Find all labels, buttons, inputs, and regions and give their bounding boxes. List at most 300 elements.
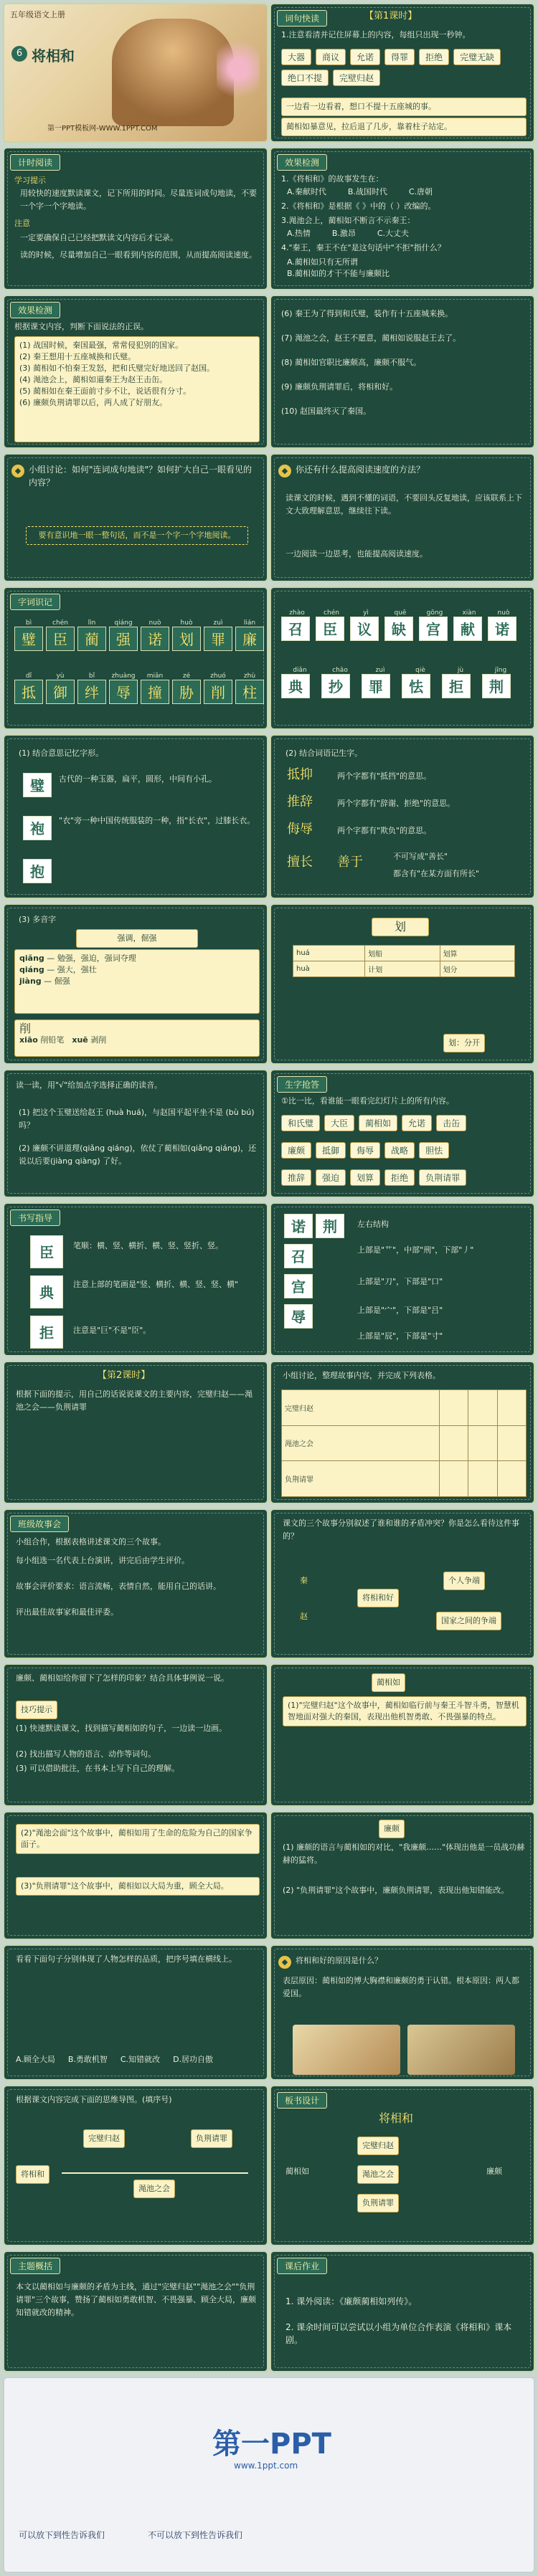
option[interactable]: D.居功自傲 <box>173 2055 214 2064</box>
writing-tip: 笔顺：横、竖、横折、横、竖、竖折、竖。 <box>73 1241 223 1250</box>
slide-linxiangru[interactable] <box>270 1663 535 1807</box>
word: 善于 <box>337 855 363 870</box>
slide-frame <box>7 591 264 726</box>
header-box: 强调，倔强 <box>76 929 198 948</box>
section-tag: 字词识记 <box>10 594 60 610</box>
character: 臣 <box>316 617 344 641</box>
option[interactable]: C.知错就改 <box>120 2055 161 2064</box>
statement: (1) 战国时候，秦国最强，常常侵犯别的国家。 <box>19 341 184 350</box>
instruction: 小组讨论，整理故事内容，并完成下列表格。 <box>283 1371 440 1380</box>
statement: (4) 渑池会上，蔺相如逼秦王为赵王击缶。 <box>19 375 168 384</box>
polyphone-note: 划：分开 <box>443 1034 485 1052</box>
polyphone-table <box>293 945 515 977</box>
statement-list <box>14 336 260 442</box>
char-row-2 <box>14 672 264 704</box>
section-tag: 班级故事会 <box>10 1516 69 1532</box>
word-pills <box>281 49 529 86</box>
instruction: 根据下面的提示，用自己的话说说课文的主要内容，完璧归赵——渑池之会——负荆请罪 <box>16 1389 253 1412</box>
pinyin: gōng <box>426 609 443 617</box>
board-row: 渑池之会 <box>357 2165 399 2184</box>
character: 献 <box>453 617 482 641</box>
tip-tag: 技巧提示 <box>16 1701 57 1719</box>
slide-homework[interactable] <box>270 2251 535 2372</box>
word-pill: 允诺 <box>350 49 380 65</box>
slide-writing-guide-2[interactable] <box>270 1202 535 1356</box>
slide-discussion-1[interactable] <box>3 453 268 582</box>
char-cell <box>350 609 382 641</box>
word-pill: 得罪 <box>384 49 415 65</box>
word-row <box>281 1169 529 1186</box>
character: 抄 <box>321 674 350 698</box>
slide-polyphone-1[interactable] <box>3 903 268 1065</box>
section-tag: 板书设计 <box>277 2092 327 2109</box>
char-cell <box>235 672 264 704</box>
char-cell <box>316 609 347 641</box>
analysis: (2) "负荆请罪"这个故事中，廉颇负荆请罪，表现出他知错能改。 <box>283 1886 509 1895</box>
reading: jiàng — 倔强 <box>19 976 70 986</box>
glyph: 拒 <box>30 1316 63 1349</box>
polyphone-box <box>14 1020 260 1057</box>
char-cell <box>235 619 264 651</box>
character: 廉 <box>235 627 264 651</box>
sentence-box: 一边看一边看着，想口不提十五座城的事。 <box>281 98 527 116</box>
board-row: 负荆请罪 <box>357 2194 399 2213</box>
glyph: 召 <box>284 1244 313 1268</box>
char-cell <box>109 672 138 704</box>
word-pill: 允诺 <box>402 1115 432 1131</box>
statement: (5) 蔺相如在秦王面前寸步不让，说话很有分寸。 <box>19 386 192 396</box>
char-cell <box>281 609 313 641</box>
reading: huà <box>293 961 365 977</box>
slide-quality-match[interactable] <box>3 1944 268 2081</box>
branch-node: 负荆请罪 <box>191 2129 232 2148</box>
character: 臣 <box>46 627 75 651</box>
footer-brand[interactable] <box>3 2377 535 2573</box>
slide-writing-guide-1[interactable] <box>3 1202 268 1356</box>
word-pill: 完壁归赵 <box>333 70 380 86</box>
slide-lesson2-intro[interactable] <box>3 1361 268 1504</box>
char-cell <box>77 672 106 704</box>
character-tag: 蔺相如 <box>372 1673 405 1692</box>
character: 诺 <box>488 617 516 641</box>
rule-item: 评出最佳故事家和最佳评委。 <box>16 1607 118 1617</box>
pinyin: zé <box>182 672 191 680</box>
slide-frame <box>274 299 531 445</box>
character: 划 <box>172 627 201 651</box>
brand-url[interactable]: www.1ppt.com <box>234 2461 298 2471</box>
character: 诺 <box>141 627 169 651</box>
statement: (9) 廉颇负荆请罪后，将相和好。 <box>281 382 398 391</box>
pinyin: zhuàng <box>111 672 136 680</box>
character: 罪 <box>362 674 390 698</box>
cover-title: 将相和 <box>32 47 75 65</box>
pinyin: bǐ <box>88 672 95 680</box>
character: 削 <box>204 680 232 704</box>
note-item: 一定要确保自己已经把默读文内容后才记录。 <box>20 233 178 242</box>
sentence-box: 蔺相如暴意见，拉后退了几步，靠着柱子站定。 <box>281 118 527 136</box>
glyph-meaning: 古代的一种玉器，扁平，圆形，中间有小孔。 <box>59 774 217 784</box>
reading: xiāo 削铅笔 xuē 剥削 <box>19 1035 107 1045</box>
char-cell <box>14 672 43 704</box>
glyph: 诺 <box>284 1214 313 1238</box>
pinyin: yì <box>363 609 369 617</box>
hint-text: 用较快的速度默读课文，记下所用的时间。尽量连词成句地读，不要一个字一个字地读。 <box>20 189 257 211</box>
footer-note: 可以放下到性告诉我们 <box>19 2530 105 2540</box>
word-pill: 胆怯 <box>419 1142 449 1159</box>
story-illustration <box>407 2025 515 2075</box>
writing-tip: 注意是"巨"不是"臣"。 <box>73 1326 151 1335</box>
word-pill: 拒绝 <box>419 49 449 65</box>
pinyin: diǎn <box>293 667 307 674</box>
section-tag: 计时阅读 <box>10 154 60 171</box>
glyph: 璧 <box>23 773 52 797</box>
option[interactable]: B.战国时代 <box>347 187 387 196</box>
statement: (6) 廉颇负荆请罪以后，两人成了好朋友。 <box>19 398 168 407</box>
board-side: 蔺相如 <box>285 2167 309 2176</box>
character: 绊 <box>77 680 106 704</box>
question: 1.《将相和》的故事发生在： <box>281 174 384 184</box>
intro-text: 根据课文内容，判断下面说法的正误。 <box>14 322 148 331</box>
lesson-label: 【第2课时】 <box>98 1370 151 1381</box>
slide-check-2[interactable] <box>3 295 268 449</box>
word-pill: 负荆请罪 <box>419 1169 466 1186</box>
char-cell <box>204 619 232 651</box>
glyph: 臣 <box>30 1235 63 1268</box>
statement: (6) 秦王为了得到和氏璧，装作有十五座城来换。 <box>281 309 453 318</box>
pinyin: qiáng <box>114 619 133 627</box>
analysis: (1) 廉颇的语言与蔺相如的对比，"我廉颇……"体现出他是一员战功赫赫的猛将。 <box>283 1843 525 1865</box>
char-cell <box>141 619 169 651</box>
pinyin: zuì <box>375 667 385 674</box>
question: 3.渑池会上，蔺相如不断言不示秦王： <box>281 216 415 225</box>
sub-question: (2) 结合词语记生字。 <box>285 748 363 758</box>
tip-item: (3) 可以借助批注，在书本上写下自己的理解。 <box>16 1764 180 1773</box>
glyph: 抱 <box>23 859 52 883</box>
question: 根据课文内容完成下面的思维导图。(填序号) <box>16 2095 172 2104</box>
char-cell <box>281 667 318 698</box>
char-cell <box>46 619 75 651</box>
option[interactable]: B.蔺相如的才干不能与廉颇比 <box>287 269 390 278</box>
writing-tip: 左右结构 <box>357 1220 389 1229</box>
statement: (7) 渑池之会，赵王不愿意，蔺相如说服赵王去了。 <box>281 333 461 343</box>
lesson-number: 6 <box>11 46 27 62</box>
footer-note: 不可以放下到性告诉我们 <box>148 2530 243 2540</box>
slide-discussion-2[interactable] <box>270 453 535 582</box>
option[interactable]: A.蔺相如只有无所谓 <box>287 257 358 267</box>
char-row-2 <box>281 667 519 698</box>
pinyin: jīng <box>494 667 507 674</box>
char-cell <box>77 619 106 651</box>
slide-characters-2[interactable] <box>270 586 535 730</box>
cover-figure <box>112 19 234 126</box>
slide-linxiangru-2[interactable] <box>3 1811 268 1940</box>
word: 推辞 <box>287 794 313 809</box>
blossom-decoration <box>217 26 260 112</box>
lesson-label: 【第1课时】 <box>364 11 417 22</box>
board-side: 廉颇 <box>486 2167 502 2176</box>
pinyin: bì <box>25 619 32 627</box>
node: 赵 <box>300 1612 308 1621</box>
character: 御 <box>46 680 75 704</box>
slide-impression[interactable] <box>3 1663 268 1807</box>
word-pill: 强迫 <box>316 1169 346 1186</box>
example: 划算 <box>440 946 514 961</box>
note-item: 读的时候，尽量增加自己一眼看到内容的范围，从而提高阅读速度。 <box>20 250 257 260</box>
pinyin: chén <box>324 609 339 617</box>
analysis: (3)"负荆请罪"这个故事中，蔺相如以大局为重，顾全大局。 <box>16 1877 260 1896</box>
intro-text: 1.注意看清并记住屏幕上的内容，每组只出现一秒钟。 <box>281 30 471 39</box>
char-row-1 <box>281 609 519 641</box>
slide-frame <box>7 1365 264 1500</box>
answer-paragraph: 读课文的时候，遇到不懂的词语，不要回头反复地读，应该联系上下文大致理解意思，继续往下读。 <box>285 493 522 515</box>
section-tag: 效果检测 <box>277 154 327 171</box>
char-cell <box>442 667 479 698</box>
pinyin: zuì <box>213 619 223 627</box>
instruction: ①比一比，看谁能一眼看完幻灯片上的所有内容。 <box>281 1096 454 1106</box>
slide-frame <box>7 151 264 286</box>
char-cell <box>488 609 519 641</box>
slide-theme[interactable] <box>3 2251 268 2372</box>
glyph: 辱 <box>284 1304 313 1329</box>
character: 璧 <box>14 627 43 651</box>
char-cell <box>453 609 485 641</box>
reading: qiǎng — 勉强，强迫，强词夺理 <box>19 954 136 963</box>
conflict-label: 个人争端 <box>443 1572 485 1590</box>
question: 课文的三个故事分别叙述了谁和谁的矛盾冲突？你是怎么看待这件事的？ <box>283 1518 519 1541</box>
discussion-question: 你还有什么提高阅读速度的方法？ <box>296 465 425 475</box>
polyphone-head: 划 <box>372 918 429 936</box>
question: 2.《将相和》是根据《 》中的（ ）改编的。 <box>281 201 436 211</box>
discuss-icon: ◆ <box>278 465 291 477</box>
char: 削 <box>19 1022 32 1035</box>
options <box>287 186 433 199</box>
discuss-icon: ◆ <box>11 465 24 477</box>
slide-board-design[interactable] <box>270 2085 535 2246</box>
character: 胁 <box>172 680 201 704</box>
section-tag: 效果检测 <box>10 302 60 318</box>
statement: (3) 蔺相如不怕秦王发怒，把和氏璧完好地送回了赵国。 <box>19 363 215 373</box>
sub-question: (3) 多音字 <box>19 915 57 924</box>
options <box>287 227 409 240</box>
board-title: 将相和 <box>379 2111 414 2125</box>
sub-question: (1) 结合意思记忆字形。 <box>19 748 104 758</box>
slide-conflict[interactable] <box>270 1508 535 1659</box>
exercise-line: (2) 廉颇不讲道理(qiǎng qiáng)，依仗了蔺相如(qiǎng qiáng)，还说以后要(jiàng qiàng) 了好。 <box>19 1144 257 1166</box>
summary: 本文以蔺相如与廉颇的矛盾为主线，通过"完璧归赵""渑池之会""负荆请罪"三个故事，赞扬了蔺相如勇敢机智、不畏强暴、顾全大局，廉颇知错就改的精神。 <box>16 2282 257 2317</box>
character: 荆 <box>482 674 511 698</box>
question: 4."秦王，秦王不在"是这句话中"不拒"指什么？ <box>281 243 445 252</box>
char-cell <box>321 667 359 698</box>
character: 宫 <box>419 617 448 641</box>
pinyin: jù <box>457 667 464 674</box>
example: 划船 <box>365 946 440 961</box>
option[interactable]: B.勇敢机智 <box>67 2055 108 2064</box>
slide-quick-answer[interactable] <box>270 1069 535 1198</box>
branch-node: 渑池之会 <box>133 2180 175 2198</box>
section-tag: 主题概括 <box>10 2258 60 2274</box>
cover-slide[interactable] <box>3 3 268 143</box>
glyph: 典 <box>30 1275 63 1308</box>
section-tag: 生字抢答 <box>277 1076 327 1093</box>
story-table <box>281 1389 527 1497</box>
pinyin: nuò <box>148 619 161 627</box>
slide-lianpo[interactable] <box>270 1811 535 1940</box>
row-label: 渑池之会 <box>282 1425 440 1461</box>
word-pill: 划算 <box>350 1169 380 1186</box>
option[interactable]: B.激昂 <box>331 229 356 238</box>
brand-logo: 第一PPT <box>212 2428 331 2461</box>
pinyin: miǎn <box>146 672 164 680</box>
glyph: 袍 <box>23 816 52 840</box>
word: 抵抑 <box>287 767 313 782</box>
option[interactable]: C.唐朝 <box>408 187 433 196</box>
node: 秦 <box>300 1576 308 1585</box>
slide-characters-1[interactable] <box>3 586 268 730</box>
row-label: 完璧归赵 <box>282 1390 440 1426</box>
word-pill: 战略 <box>384 1142 415 1159</box>
slide-reason[interactable] <box>270 1944 535 2081</box>
statement: (2) 秦王想用十五座城换和氏璧。 <box>19 352 136 361</box>
slide-check-1[interactable] <box>270 147 535 290</box>
analysis: (1)"完璧归赵"这个故事中，蔺相如临行前与秦王斗智斗勇，智慧机智地面对强大的秦国，表现出他机智勇敢、不畏强暴的特点。 <box>283 1696 527 1726</box>
word-note: 不可写成"善长" <box>393 852 448 861</box>
writing-tip: 上部是"宀"，下部是"吕" <box>357 1306 443 1315</box>
word-pill: 完璧无缺 <box>453 49 501 65</box>
slide-words-memo[interactable] <box>270 734 535 899</box>
glyph: 宫 <box>284 1274 313 1298</box>
character: 缺 <box>384 617 413 641</box>
char-cell <box>384 609 416 641</box>
character: 撞 <box>141 680 169 704</box>
option[interactable]: C.大丈夫 <box>377 229 410 238</box>
branch-line <box>62 2172 248 2174</box>
note-title: 注意 <box>14 219 30 228</box>
board-row: 完璧归赵 <box>357 2137 399 2155</box>
slide-story-table[interactable] <box>270 1361 535 1504</box>
word-pill: 侮辱 <box>350 1142 380 1159</box>
slide-word-reading[interactable] <box>270 3 535 143</box>
char-cell <box>109 619 138 651</box>
option[interactable]: A.秦献时代 <box>287 187 326 196</box>
analysis: (2)"渑池会面"这个故事中，蔺相如用了生命的危险为自己的国家争面子。 <box>16 1824 260 1854</box>
slide-mindmap[interactable] <box>3 2085 268 2246</box>
char-cell <box>362 667 399 698</box>
tip-item: (2) 找出描写人物的语言、动作等词句。 <box>16 1749 156 1759</box>
question: 看看下面句子分别体现了人物怎样的品质，把序号填在横线上。 <box>16 1954 237 1964</box>
hint-title: 学习提示 <box>14 176 46 185</box>
pinyin: zhào <box>289 609 305 617</box>
example: 划分 <box>440 961 514 977</box>
row-label: 负荆请罪 <box>282 1461 440 1497</box>
char-cell <box>141 672 169 704</box>
pinyin: yù <box>56 672 65 680</box>
word-note: 都含有"在某方面有所长" <box>393 869 480 878</box>
word-pill: 蔺相如 <box>359 1115 397 1131</box>
word-meaning: 两个字都有"辞谢、拒绝"的意思。 <box>337 799 456 808</box>
word-pill: 推辞 <box>281 1169 311 1186</box>
statement: (8) 蔺相如官职比廉颇高，廉颇不服气。 <box>281 358 422 367</box>
slide-check-3[interactable] <box>270 295 535 449</box>
word-pill: 廉颇 <box>281 1142 311 1159</box>
character: 议 <box>350 617 379 641</box>
pinyin: zhù <box>243 672 256 680</box>
slide-frame <box>7 1668 264 1802</box>
character: 罪 <box>204 627 232 651</box>
word-pill: 击缶 <box>436 1115 466 1131</box>
writing-tip: 上部是"艹"，中部"刑"，下部"丿" <box>357 1245 474 1255</box>
option[interactable]: A.热情 <box>287 229 311 238</box>
writing-tip: 上部是"刀"，下部是"口" <box>357 1277 443 1286</box>
exercise-line: (1) 把这个玉璧送给赵王 (huà huá)，与赵国平起平坐不是 (bù bú) 吗？ <box>19 1108 255 1130</box>
word: 擅长 <box>287 855 313 870</box>
homework-item: 2. 课余时间可以尝试以小组为单位合作表演《将相和》课本剧。 <box>285 2322 512 2345</box>
rule-item: 每小组选一名代表上台演讲，讲完后由学生评价。 <box>16 1556 189 1565</box>
tip-item: (1) 快速默读课文，找到描写蔺相如的句子，一边读一边画。 <box>16 1724 227 1733</box>
character: 怯 <box>402 674 430 698</box>
pinyin: chén <box>52 619 68 627</box>
slide-glyph-meaning[interactable] <box>3 734 268 899</box>
char-cell <box>172 619 201 651</box>
rule-item: 故事会评价要求：语言流畅，表情自然，能用自己的话讲。 <box>16 1582 221 1591</box>
character: 柱 <box>235 680 264 704</box>
example: 计划 <box>365 961 440 977</box>
pinyin: huò <box>180 619 193 627</box>
char-cell <box>204 672 232 704</box>
story-illustration <box>293 2025 400 2075</box>
pinyin: lìn <box>88 619 96 627</box>
question: 将相和好的原因是什么？ <box>296 1956 382 1965</box>
discussion-question: 小组讨论：如何"连词成句地读"？如何扩大自己一眼看见的内容？ <box>29 465 253 488</box>
cover-site: 第一PPT模板网-WWW.1PPT.COM <box>47 125 158 133</box>
word-pill: 拒绝 <box>384 1169 415 1186</box>
pinyin: nuò <box>497 609 510 617</box>
slide-polyphone-2[interactable] <box>270 903 535 1065</box>
reading: huá <box>293 946 365 961</box>
character-tag: 廉颇 <box>379 1820 405 1838</box>
section-tag: 课后作业 <box>277 2258 327 2274</box>
word-pill: 抵御 <box>316 1142 346 1159</box>
glyph-meaning: "衣"旁一种中国传统服装的一种，指"长衣"，过膝长衣。 <box>59 816 255 825</box>
slide-story-meeting[interactable] <box>3 1508 268 1659</box>
word-pill: 大器 <box>281 49 311 65</box>
writing-tip: 注意上部的笔画是"竖、横折、横、竖、竖、横" <box>73 1280 239 1289</box>
option[interactable]: A.顾全大局 <box>16 2055 55 2064</box>
char-cell <box>402 667 439 698</box>
center-node: 将相和好 <box>357 1589 399 1607</box>
char-cell <box>482 667 519 698</box>
reading: qiáng — 强大，强壮 <box>19 965 97 974</box>
slide-pronunciation[interactable] <box>3 1069 268 1198</box>
word: 侮辱 <box>287 822 313 837</box>
character: 典 <box>281 674 310 698</box>
center-node: 将相和 <box>16 2165 49 2184</box>
char-cell <box>419 609 450 641</box>
word-meaning: 两个字都有"抵挡"的意思。 <box>337 771 432 781</box>
sub-question: 读一读，用"√"给加点字选择正确的读音。 <box>16 1080 163 1090</box>
word-pill: 和氏璧 <box>281 1115 320 1131</box>
answer-paragraph: 一边阅读一边思考，也能提高阅读速度。 <box>285 549 428 559</box>
answer-box: 要有意识地一眼一整句话，而不是一个字一个字地阅读。 <box>26 526 248 545</box>
slide-timed-reading[interactable] <box>3 147 268 290</box>
pinyin: chāo <box>332 667 348 674</box>
branch-node: 完璧归赵 <box>83 2129 125 2148</box>
conflict-label: 国家之间的争端 <box>436 1612 501 1630</box>
pinyin: xiàn <box>462 609 476 617</box>
character: 召 <box>281 617 310 641</box>
char-cell <box>172 672 201 704</box>
character: 抵 <box>14 680 43 704</box>
writing-tip: 上部是"辰"，下部是"寸" <box>357 1331 443 1341</box>
